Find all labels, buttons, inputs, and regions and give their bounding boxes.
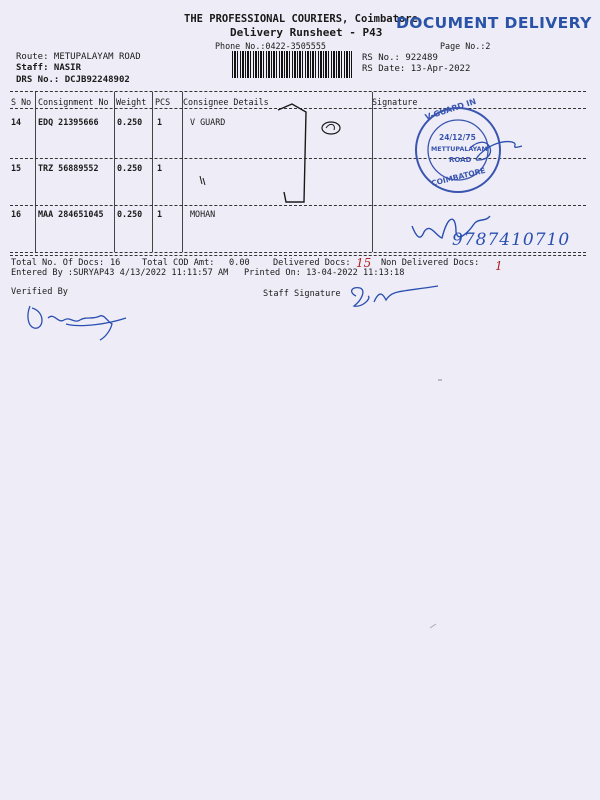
row-16-consignment: MAA 284651045 (38, 209, 104, 219)
row-14-consignee: V GUARD (190, 117, 226, 127)
phone-number: Phone No.:0422-3505555 (215, 41, 326, 51)
staff-signature-scribble (352, 286, 438, 306)
col-sno: S No (11, 97, 32, 107)
entered-by: Entered By :SURYAP43 4/13/2022 11:11:57 AM (11, 268, 229, 278)
staff: Staff: NASIR (16, 63, 82, 73)
row-14-weight: 0.250 (117, 117, 143, 127)
handwritten-circle-mark (322, 122, 340, 134)
total-docs: 16 (110, 258, 121, 268)
row-16-pcs: 1 (157, 209, 163, 219)
route: Route: METUPALAYAM ROAD (16, 52, 141, 62)
runsheet-title: Delivery Runsheet - P43 (230, 26, 383, 39)
handwritten-bracket-mark (278, 104, 306, 202)
handwritten-tick-mark (200, 176, 205, 185)
seal-text-top: V-GUARD IN (423, 96, 478, 122)
drs-number: DRS No.: DCJB92248902 (16, 75, 130, 85)
rs-number: RS No.: 922489 (362, 53, 438, 63)
company-name: THE PROFESSIONAL COURIERS, Coimbatore (184, 13, 418, 25)
row-14-consignment: EDQ 21395666 (38, 117, 99, 127)
row-15-weight: 0.250 (117, 163, 143, 173)
printed-on: Printed On: 13-04-2022 11:13:18 (244, 268, 405, 278)
col-consignment: Consignment No (38, 97, 109, 107)
non-delivered-docs-handwritten: 1 (495, 259, 503, 273)
col-consignee: Consignee Details (183, 97, 269, 107)
row-14-sno: 14 (11, 117, 22, 127)
total-docs-label: Total No. Of Docs: (11, 258, 105, 268)
scan-speck (430, 624, 436, 628)
seal-text-date: 24/12/75 (439, 133, 476, 142)
non-delivered-docs-label: Non Delivered Docs: (381, 258, 480, 268)
row-14-pcs: 1 (157, 117, 163, 127)
row-15-sno: 15 (11, 163, 22, 173)
row-15-pcs: 1 (157, 163, 163, 173)
cod-label: Total COD Amt: (142, 258, 215, 268)
seal-text-location: METTUPALAYAM (431, 146, 488, 153)
verifier-signature-scribble (28, 306, 126, 340)
staff-signature-label: Staff Signature (263, 289, 341, 299)
row-16-sno: 16 (11, 209, 22, 219)
delivered-docs-handwritten: 15 (356, 256, 372, 270)
verified-by-label: Verified By (11, 287, 68, 297)
row-15-consignment: TRZ 56889552 (38, 163, 99, 173)
cod-amount: 0.00 (229, 258, 250, 268)
delivered-docs-label: Delivered Docs: (273, 258, 351, 268)
row-16-consignee: MOHAN (190, 209, 216, 219)
col-signature: Signature (372, 97, 418, 107)
seal-text-bottom: COIMBATORE (430, 165, 487, 188)
handwritten-circle-inner (326, 124, 334, 130)
page-number: Page No.:2 (440, 41, 491, 51)
seal-text-road: ROAD (449, 156, 472, 164)
document-delivery-stamp: DOCUMENT DELIVERY (396, 14, 592, 32)
consignee-signature-scribble (412, 216, 490, 238)
rs-date: RS Date: 13-Apr-2022 (362, 64, 471, 74)
handwritten-phone-number: 9787410710 (452, 230, 571, 250)
col-weight: Weight (116, 97, 147, 107)
col-pcs: PCS (155, 97, 171, 107)
row-16-weight: 0.250 (117, 209, 143, 219)
